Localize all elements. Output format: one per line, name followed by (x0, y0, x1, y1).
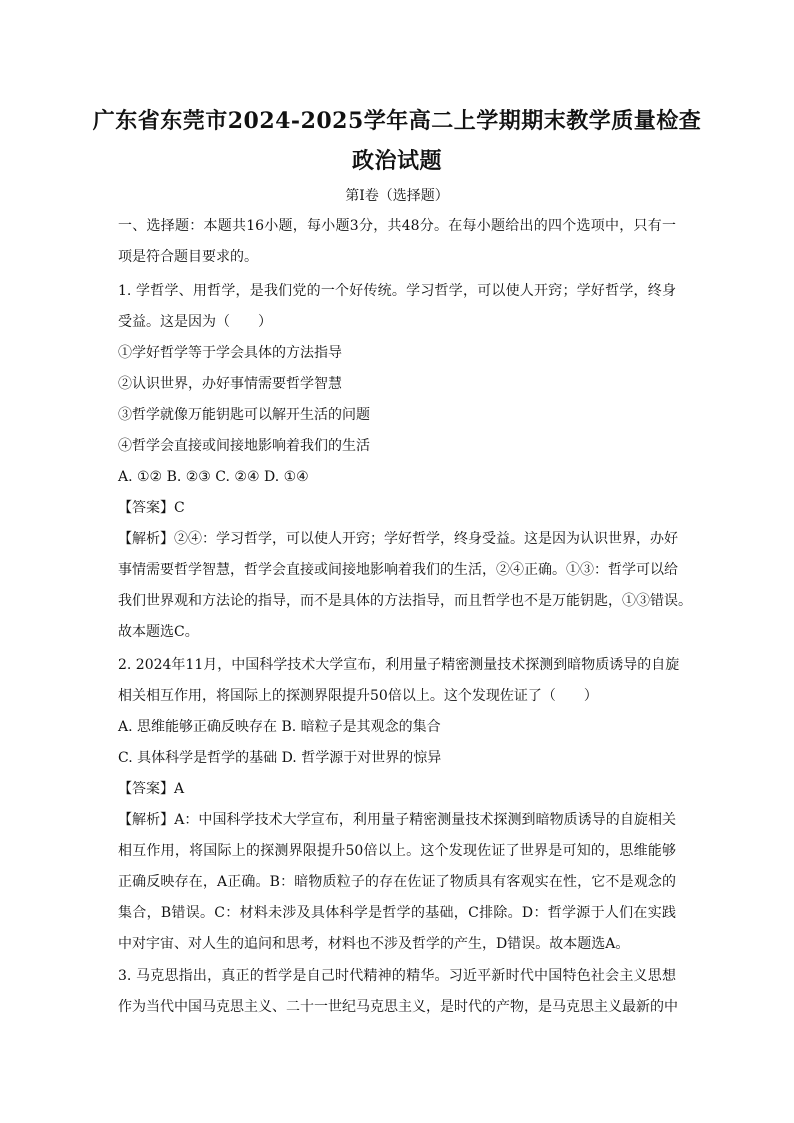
question-2-analysis-end: 中对宇宙、对人生的追问和思考，材料也不涉及哲学的产生，D错误。故本题选A。 (118, 936, 630, 952)
exam-title: 广东省东莞市2024-2025学年高二上学期期末教学质量检查 (92, 108, 702, 134)
question-2-analysis-cont: 集合，B错误。C：材料未涉及具体科学是哲学的基础，C排除。D：哲学源于人们在实践 (118, 905, 676, 921)
volume-heading: 第Ⅰ卷（选择题） (345, 188, 449, 204)
section-instructions-cont: 项是符合题目要求的。 (118, 249, 258, 265)
question-1-analysis-cont: 我们世界观和方法论的指导，而不是具体的方法指导，而且哲学也不是万能钥匙，①③错误。 (118, 593, 692, 609)
question-1-option-4: ④哲学会直接或间接地影响着我们的生活 (118, 438, 370, 454)
question-1-option-2: ②认识世界，办好事情需要哲学智慧 (118, 376, 342, 392)
question-3-stem-cont: 作为当代中国马克思主义、二十一世纪马克思主义，是时代的产物，是马克思主义最新的中 (118, 999, 678, 1015)
question-1-analysis: 【解析】②④：学习哲学，可以使人开窍；学好哲学，终身受益。这是因为认识世界，办好 (118, 531, 678, 547)
question-2-choices-cd: C. 具体科学是哲学的基础 D. 哲学源于对世界的惊异 (118, 750, 442, 766)
question-1-answer: 【答案】C (118, 500, 185, 516)
question-1-option-1: ①学好哲学等于学会具体的方法指导 (118, 345, 342, 361)
question-2-answer: 【答案】A (118, 781, 185, 797)
question-2-analysis-cont: 正确反映存在，A正确。B：暗物质粒子的存在佐证了物质具有客观实在性，它不是观念的 (118, 874, 676, 890)
question-1-analysis-end: 故本题选C。 (118, 624, 199, 640)
question-2-analysis-cont: 相互作用，将国际上的探测界限提升50倍以上。这个发现佐证了世界是可知的，思维能够 (118, 843, 676, 859)
section-instructions: 一、选择题：本题共16小题，每小题3分，共48分。在每小题给出的四个选项中，只有一 (118, 218, 676, 234)
question-2-stem: 2. 2024年11月，中国科学技术大学宣布，利用量子精密测量技术探测到暗物质诱导的自旋 (118, 657, 680, 673)
question-1-stem-cont: 受益。这是因为（ ） (118, 314, 272, 330)
question-1-stem: 1. 学哲学、用哲学，是我们党的一个好传统。学习哲学，可以使人开窍；学好哲学，终身 (118, 283, 676, 299)
question-2-analysis: 【解析】A：中国科学技术大学宣布，利用量子精密测量技术探测到暗物质诱导的自旋相关 (118, 812, 676, 828)
question-1-choices: A. ①② B. ②③ C. ②④ D. ①④ (118, 469, 309, 485)
question-2-stem-cont: 相关相互作用，将国际上的探测界限提升50倍以上。这个发现佐证了（ ） (118, 688, 598, 704)
exam-subject-title: 政治试题 (351, 148, 442, 174)
question-1-analysis-cont: 事情需要哲学智慧，哲学会直接或间接地影响着我们的生活，②④正确。①③：哲学可以给 (118, 562, 678, 578)
question-1-option-3: ③哲学就像万能钥匙可以解开生活的问题 (118, 407, 370, 423)
question-2-choices-ab: A. 思维能够正确反映存在 B. 暗粒子是其观念的集合 (118, 719, 441, 735)
question-3-stem: 3. 马克思指出，真正的哲学是自己时代精神的精华。习近平新时代中国特色社会主义思想 (118, 968, 676, 984)
